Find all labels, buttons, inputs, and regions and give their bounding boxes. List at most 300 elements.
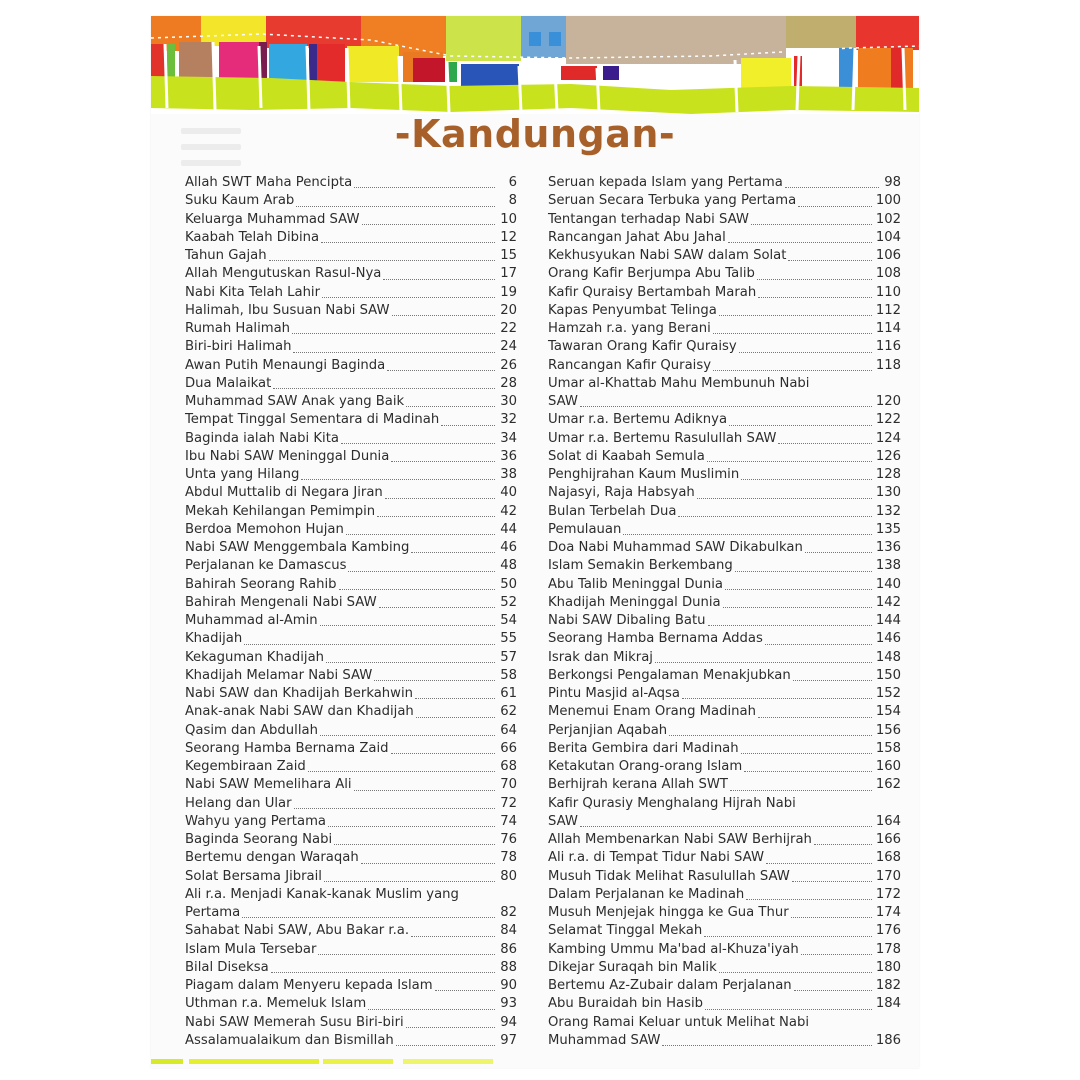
toc-entry[interactable] xyxy=(185,959,517,977)
toc-entry[interactable] xyxy=(185,192,517,210)
toc-entry[interactable] xyxy=(548,229,901,247)
toc-left-column xyxy=(185,174,517,1050)
dot-leader xyxy=(729,424,872,426)
toc-entry-title: Hamzah r.a. yang Berani xyxy=(548,321,711,336)
toc-entry[interactable] xyxy=(548,685,901,703)
toc-entry[interactable] xyxy=(185,448,517,466)
toc-entry[interactable] xyxy=(548,211,901,229)
dot-leader xyxy=(301,478,495,480)
toc-entry[interactable] xyxy=(548,1032,901,1050)
toc-entry[interactable] xyxy=(185,338,517,356)
toc-page-number: 94 xyxy=(500,1014,517,1030)
toc-page-number: 158 xyxy=(875,740,901,756)
toc-entry-title: Islam Mula Tersebar xyxy=(185,941,317,957)
toc-entry-title: Kafir Qurasiy Menghalang Hijrah Nabi xyxy=(548,795,796,811)
toc-page-number: 132 xyxy=(875,503,901,519)
dot-leader xyxy=(293,351,495,353)
dot-leader xyxy=(746,898,872,900)
toc-entry-title: Berdoa Memohon Hujan xyxy=(185,521,344,537)
toc-entry[interactable] xyxy=(185,375,517,393)
toc-entry[interactable] xyxy=(185,995,517,1013)
dot-leader xyxy=(406,1026,495,1028)
toc-page-number: 8 xyxy=(508,193,517,209)
toc-entry[interactable] xyxy=(548,886,901,904)
toc-entry[interactable] xyxy=(185,466,517,484)
toc-page-number: 126 xyxy=(875,448,901,464)
dot-leader xyxy=(791,916,872,918)
toc-entry[interactable] xyxy=(548,338,901,356)
dot-leader xyxy=(798,205,872,207)
toc-entry[interactable] xyxy=(548,484,901,502)
toc-entry[interactable] xyxy=(548,466,901,484)
toc-entry[interactable] xyxy=(548,521,901,539)
toc-page-number: 40 xyxy=(500,485,517,501)
toc-entry[interactable] xyxy=(548,995,901,1013)
toc-entry[interactable] xyxy=(185,630,517,648)
dot-leader xyxy=(271,971,495,973)
toc-entry-title: Israk dan Mikraj xyxy=(548,649,653,665)
toc-page-number: 154 xyxy=(875,704,901,720)
toc-page-number: 110 xyxy=(875,284,901,300)
toc-entry[interactable] xyxy=(185,831,517,849)
dot-leader xyxy=(320,734,495,736)
toc-entry[interactable] xyxy=(185,484,517,502)
dot-leader xyxy=(242,916,495,918)
dot-leader xyxy=(321,241,495,243)
toc-entry-title: Kekaguman Khadijah xyxy=(185,649,325,665)
toc-entry-title: Nabi Kita Telah Lahir xyxy=(185,284,321,300)
toc-entry[interactable] xyxy=(185,1032,517,1050)
dot-leader xyxy=(814,843,872,845)
toc-entry[interactable] xyxy=(548,265,901,283)
dot-leader xyxy=(296,205,495,207)
toc-page-number: 122 xyxy=(875,412,901,428)
toc-page-number: 24 xyxy=(500,339,517,355)
toc-entry-title: Kambing Ummu Ma'bad al-Khuza'iyah xyxy=(548,941,799,957)
toc-entry-title: Pemulauan xyxy=(548,521,622,537)
toc-page-number: 72 xyxy=(500,795,517,811)
toc-page-number: 26 xyxy=(500,357,517,373)
dot-leader xyxy=(678,515,871,517)
toc-page-number: 12 xyxy=(500,229,517,245)
toc-page-number: 120 xyxy=(875,394,901,409)
toc-entry-title: Muhammad SAW Anak yang Baik xyxy=(185,394,405,409)
toc-entry[interactable] xyxy=(548,868,901,886)
toc-entry[interactable] xyxy=(185,922,517,940)
toc-entry[interactable] xyxy=(548,758,901,776)
toc-page-number: 164 xyxy=(875,813,901,829)
dot-leader xyxy=(580,825,872,827)
dot-leader xyxy=(362,223,495,225)
toc-page-number: 76 xyxy=(500,832,517,847)
toc-entry[interactable] xyxy=(185,594,517,612)
toc-entry[interactable] xyxy=(185,1014,517,1032)
toc-entry-title: Bertemu dengan Waraqah xyxy=(185,850,359,866)
toc-entry[interactable] xyxy=(548,393,901,411)
toc-entry[interactable] xyxy=(185,539,517,557)
toc-entry[interactable] xyxy=(185,284,517,302)
toc-entry[interactable] xyxy=(185,576,517,594)
toc-page-number: 118 xyxy=(875,357,901,373)
toc-entry-title: Bertemu Az-Zubair dalam Perjalanan xyxy=(548,978,792,993)
toc-entry[interactable] xyxy=(548,813,901,831)
toc-entry[interactable] xyxy=(185,320,517,338)
toc-entry[interactable] xyxy=(548,612,901,630)
toc-entry-title: Ketakutan Orang-orang Islam xyxy=(548,759,743,774)
book-page xyxy=(151,16,919,1068)
toc-entry[interactable] xyxy=(185,813,517,831)
toc-entry[interactable] xyxy=(548,740,901,758)
dot-leader xyxy=(751,223,872,225)
toc-entry-title: Rancangan Kafir Quraisy xyxy=(548,357,712,373)
toc-entry[interactable] xyxy=(548,959,901,977)
dot-leader xyxy=(744,770,872,772)
toc-page-number: 32 xyxy=(500,412,517,428)
dot-leader xyxy=(725,588,872,590)
toc-entry[interactable] xyxy=(548,557,901,575)
toc-entry[interactable] xyxy=(548,703,901,721)
toc-entry[interactable] xyxy=(185,612,517,630)
toc-page-number: 22 xyxy=(500,321,517,336)
decorative-banner xyxy=(151,16,919,114)
dot-leader xyxy=(788,259,871,261)
dot-leader xyxy=(391,752,495,754)
toc-entry[interactable] xyxy=(185,849,517,867)
toc-entry[interactable] xyxy=(185,411,517,429)
dot-leader xyxy=(318,953,495,955)
toc-page-number: 66 xyxy=(500,740,517,756)
toc-entry[interactable] xyxy=(185,229,517,247)
dot-leader xyxy=(416,716,495,718)
toc-entry-title: Kapas Penyumbat Telinga xyxy=(548,302,717,318)
dot-leader xyxy=(392,314,495,316)
toc-entry-title: Abu Buraidah bin Hasib xyxy=(548,996,704,1012)
toc-page-number: 138 xyxy=(875,558,901,574)
toc-entry[interactable] xyxy=(548,503,901,521)
dot-leader xyxy=(385,497,495,499)
dot-leader xyxy=(339,588,495,590)
toc-page-number: 166 xyxy=(875,832,901,847)
toc-entry-title: Abdul Muttalib di Negara Jiran xyxy=(185,485,383,501)
dot-leader xyxy=(793,679,872,681)
toc-entry-title: Awan Putih Menaungi Baginda xyxy=(185,357,386,373)
dot-leader xyxy=(354,186,495,188)
toc-entry[interactable] xyxy=(185,685,517,703)
toc-entry-title: Khadijah Meninggal Dunia xyxy=(548,594,721,610)
toc-entry-title: Selamat Tinggal Mekah xyxy=(548,923,703,939)
toc-entry-title: Umar r.a. Bertemu Adiknya xyxy=(548,412,728,428)
toc-entry-title: Tawaran Orang Kafir Quraisy xyxy=(548,339,737,355)
toc-entry[interactable] xyxy=(548,667,901,685)
toc-page-number: 90 xyxy=(500,978,517,993)
toc-entry-title: Menemui Enam Orang Madinah xyxy=(548,704,756,720)
toc-page-number: 88 xyxy=(500,959,517,975)
toc-page-number: 93 xyxy=(500,996,517,1012)
toc-entry-title: Solat Bersama Jibrail xyxy=(185,868,322,884)
toc-page-number: 34 xyxy=(500,430,517,446)
toc-page-number: 144 xyxy=(875,613,901,628)
toc-page-number: 114 xyxy=(875,321,901,336)
toc-page-number: 162 xyxy=(875,777,901,793)
toc-entry[interactable] xyxy=(185,977,517,995)
toc-entry[interactable] xyxy=(548,357,901,375)
dot-leader xyxy=(801,953,872,955)
dot-leader xyxy=(269,259,495,261)
toc-page-number: 124 xyxy=(875,430,901,446)
toc-entry-title: Anak-anak Nabi SAW dan Khadijah xyxy=(185,704,414,720)
toc-entry-title: Allah SWT Maha Pencipta xyxy=(185,175,353,190)
toc-entry[interactable] xyxy=(548,594,901,612)
toc-entry[interactable] xyxy=(185,904,517,922)
toc-entry[interactable] xyxy=(185,776,517,794)
toc-entry-title: Solat di Kaabah Semula xyxy=(548,448,705,464)
toc-page-number: 172 xyxy=(875,886,901,902)
toc-entry[interactable] xyxy=(548,411,901,429)
toc-page-number: 178 xyxy=(875,941,901,957)
toc-page-number: 180 xyxy=(875,959,901,975)
toc-page-number: 70 xyxy=(500,777,517,793)
toc-page-number: 84 xyxy=(500,923,517,939)
toc-entry-title: SAW xyxy=(548,394,578,409)
toc-entry[interactable] xyxy=(185,393,517,411)
toc-entry-title: Abu Talib Meninggal Dunia xyxy=(548,576,723,592)
toc-entry[interactable] xyxy=(185,941,517,959)
toc-entry-title: Orang Ramai Keluar untuk Melihat Nabi xyxy=(548,1014,810,1030)
toc-entry[interactable] xyxy=(185,557,517,575)
dot-leader xyxy=(785,186,879,188)
toc-entry[interactable] xyxy=(548,630,901,648)
toc-entry[interactable] xyxy=(548,977,901,995)
toc-entry-title: Orang Kafir Berjumpa Abu Talib xyxy=(548,266,755,282)
toc-entry[interactable] xyxy=(185,302,517,320)
dot-leader xyxy=(379,606,495,608)
dot-leader xyxy=(705,1008,872,1010)
dot-leader xyxy=(308,770,495,772)
toc-entry-title: Musuh Menjejak hingga ke Gua Thur xyxy=(548,905,789,920)
dot-leader xyxy=(441,424,495,426)
dot-leader xyxy=(328,825,495,827)
dot-leader xyxy=(741,752,872,754)
toc-entry-title: Unta yang Hilang xyxy=(185,467,300,482)
toc-entry-title: Seorang Hamba Bernama Zaid xyxy=(185,740,389,756)
decorative-footer-bar xyxy=(151,1056,919,1068)
toc-entry-title: Bulan Terbelah Dua xyxy=(548,503,677,519)
dot-leader xyxy=(713,369,872,371)
dot-leader xyxy=(334,843,495,845)
toc-entry-title: Seruan Secara Terbuka yang Pertama xyxy=(548,193,797,209)
toc-entry[interactable] xyxy=(548,430,901,448)
toc-entry[interactable] xyxy=(548,722,901,740)
toc-entry-title: Tentangan terhadap Nabi SAW xyxy=(548,211,749,227)
dot-leader xyxy=(682,697,872,699)
toc-page-number: 97 xyxy=(500,1032,517,1048)
dot-leader xyxy=(766,862,872,864)
toc-entry[interactable] xyxy=(185,357,517,375)
toc-entry-title: Seorang Hamba Bernama Addas xyxy=(548,631,763,647)
toc-page-number: 19 xyxy=(500,284,517,300)
toc-page-number: 152 xyxy=(875,686,901,701)
toc-page-number: 52 xyxy=(500,594,517,610)
dot-leader xyxy=(411,935,495,937)
toc-page-number: 38 xyxy=(500,467,517,482)
toc-page-number: 148 xyxy=(875,649,901,665)
toc-page-number: 42 xyxy=(500,503,517,519)
toc-entry-title: Ibu Nabi SAW Meninggal Dunia xyxy=(185,448,390,464)
dot-leader xyxy=(374,679,495,681)
toc-page-number: 55 xyxy=(500,631,517,647)
toc-page-number: 140 xyxy=(875,576,901,592)
toc-entry-title: Berkongsi Pengalaman Menakjubkan xyxy=(548,667,791,683)
toc-entry[interactable] xyxy=(185,649,517,667)
toc-entry[interactable] xyxy=(548,539,901,557)
toc-page-number: 186 xyxy=(875,1032,901,1048)
dot-leader xyxy=(778,442,871,444)
toc-page-number: 58 xyxy=(500,667,517,683)
toc-page-number: 170 xyxy=(875,868,901,884)
toc-entry[interactable] xyxy=(548,192,901,210)
toc-entry[interactable] xyxy=(185,722,517,740)
dot-leader xyxy=(792,880,872,882)
toc-entry-title: Najasyi, Raja Habsyah xyxy=(548,485,695,501)
toc-entry[interactable] xyxy=(548,302,901,320)
page-title: -Kandungan- xyxy=(394,112,676,156)
toc-page-number: 6 xyxy=(508,175,517,190)
toc-page-number: 100 xyxy=(875,193,901,209)
dot-leader xyxy=(739,351,872,353)
toc-entry-title: Bahirah Mengenali Nabi SAW xyxy=(185,594,377,610)
toc-page-number: 116 xyxy=(875,339,901,355)
dot-leader xyxy=(415,697,495,699)
dot-leader xyxy=(391,460,495,462)
dot-leader xyxy=(406,405,495,407)
toc-page-number: 15 xyxy=(500,248,517,263)
toc-entry[interactable] xyxy=(548,649,901,667)
toc-entry-title: Islam Semakin Berkembang xyxy=(548,558,733,574)
toc-page-number: 61 xyxy=(500,686,517,701)
toc-entry-title: Tahun Gajah xyxy=(185,248,267,263)
toc-page-number: 98 xyxy=(884,175,901,190)
dot-leader xyxy=(741,478,872,480)
toc-entry-title: Berita Gembira dari Madinah xyxy=(548,740,739,756)
toc-entry-title: Dalam Perjalanan ke Madinah xyxy=(548,886,745,902)
toc-page-number: 184 xyxy=(875,996,901,1012)
dot-leader xyxy=(377,515,495,517)
dot-leader xyxy=(719,971,872,973)
toc-page-number: 80 xyxy=(500,868,517,884)
toc-entry[interactable] xyxy=(185,265,517,283)
toc-entry[interactable] xyxy=(185,740,517,758)
toc-entry[interactable] xyxy=(185,211,517,229)
toc-entry-title: Allah Mengutuskan Rasul-Nya xyxy=(185,266,382,282)
toc-entry-title: Mekah Kehilangan Pemimpin xyxy=(185,503,376,519)
toc-entry-title: Suku Kaum Arab xyxy=(185,193,295,209)
toc-entry-title-line xyxy=(185,886,517,904)
dot-leader xyxy=(758,716,872,718)
toc-entry-title: Tempat Tinggal Sementara di Madinah xyxy=(185,412,440,428)
dot-leader xyxy=(354,789,495,791)
toc-entry[interactable] xyxy=(548,776,901,794)
toc-entry[interactable] xyxy=(548,849,901,867)
toc-page-number: 102 xyxy=(875,211,901,227)
toc-entry[interactable] xyxy=(185,521,517,539)
toc-entry-title-line xyxy=(548,795,901,813)
toc-page-number: 54 xyxy=(500,613,517,628)
toc-entry-title: Kaabah Telah Dibina xyxy=(185,229,320,245)
dot-leader xyxy=(728,241,872,243)
toc-entry-title: Penghijrahan Kaum Muslimin xyxy=(548,467,740,482)
toc-entry[interactable] xyxy=(185,430,517,448)
toc-entry-title: Nabi SAW Memerah Susu Biri-biri xyxy=(185,1014,404,1030)
toc-entry[interactable] xyxy=(548,320,901,338)
toc-entry-title: Uthman r.a. Memeluk Islam xyxy=(185,996,367,1012)
dot-leader xyxy=(719,314,872,316)
toc-entry-title: Assalamualaikum dan Bismillah xyxy=(185,1032,394,1048)
dot-leader xyxy=(387,369,495,371)
toc-entry[interactable] xyxy=(548,941,901,959)
toc-page-number: 106 xyxy=(875,248,901,263)
toc-page-number: 17 xyxy=(500,266,517,282)
toc-page-number: 10 xyxy=(500,211,517,227)
toc-entry[interactable] xyxy=(185,703,517,721)
toc-entry[interactable] xyxy=(185,247,517,265)
toc-entry[interactable] xyxy=(548,247,901,265)
dot-leader xyxy=(758,296,872,298)
toc-entry-title: Ali r.a. di Tempat Tidur Nabi SAW xyxy=(548,850,765,866)
toc-entry-title: Perjalanan ke Damascus xyxy=(185,558,347,574)
dot-leader xyxy=(655,661,872,663)
dot-leader xyxy=(757,278,872,280)
toc-entry[interactable] xyxy=(548,904,901,922)
dot-leader xyxy=(707,460,872,462)
toc-entry-title: Nabi SAW Memelihara Ali xyxy=(185,777,352,793)
dot-leader xyxy=(730,789,872,791)
toc-page-number: 57 xyxy=(500,649,517,665)
toc-entry-title: Sahabat Nabi SAW, Abu Bakar r.a. xyxy=(185,923,410,939)
toc-page-number: 156 xyxy=(875,722,901,738)
toc-page-number: 146 xyxy=(875,631,901,647)
toc-entry-title: Rumah Halimah xyxy=(185,321,291,336)
toc-page-number: 128 xyxy=(875,467,901,482)
toc-entry[interactable] xyxy=(185,758,517,776)
toc-page-number: 174 xyxy=(875,905,901,920)
toc-entry[interactable] xyxy=(548,922,901,940)
toc-entry[interactable] xyxy=(548,831,901,849)
dot-leader xyxy=(273,387,495,389)
toc-entry-title: Bahirah Seorang Rahib xyxy=(185,576,337,592)
toc-entry[interactable] xyxy=(185,667,517,685)
toc-entry-title: Halimah, Ibu Susuan Nabi SAW xyxy=(185,302,390,318)
toc-entry[interactable] xyxy=(548,448,901,466)
dot-leader xyxy=(368,1008,495,1010)
toc-entry[interactable] xyxy=(185,503,517,521)
toc-entry[interactable] xyxy=(548,284,901,302)
toc-entry[interactable] xyxy=(548,174,901,192)
toc-entry[interactable] xyxy=(185,868,517,886)
toc-page-number: 108 xyxy=(875,266,901,282)
toc-entry[interactable] xyxy=(548,576,901,594)
toc-page-number: 48 xyxy=(500,558,517,574)
toc-entry-title: Nabi SAW dan Khadijah Berkahwin xyxy=(185,686,413,701)
toc-entry[interactable] xyxy=(185,174,517,192)
toc-entry-title: Doa Nabi Muhammad SAW Dikabulkan xyxy=(548,540,803,555)
dot-leader xyxy=(805,551,872,553)
toc-page-number: 46 xyxy=(500,540,517,555)
toc-entry[interactable] xyxy=(185,795,517,813)
toc-entry-title: Berhijrah kerana Allah SWT xyxy=(548,777,728,793)
toc-page-number: 64 xyxy=(500,722,517,738)
toc-page-number: 36 xyxy=(500,448,517,464)
toc-entry-title: Musuh Tidak Melihat Rasulullah SAW xyxy=(548,868,790,884)
